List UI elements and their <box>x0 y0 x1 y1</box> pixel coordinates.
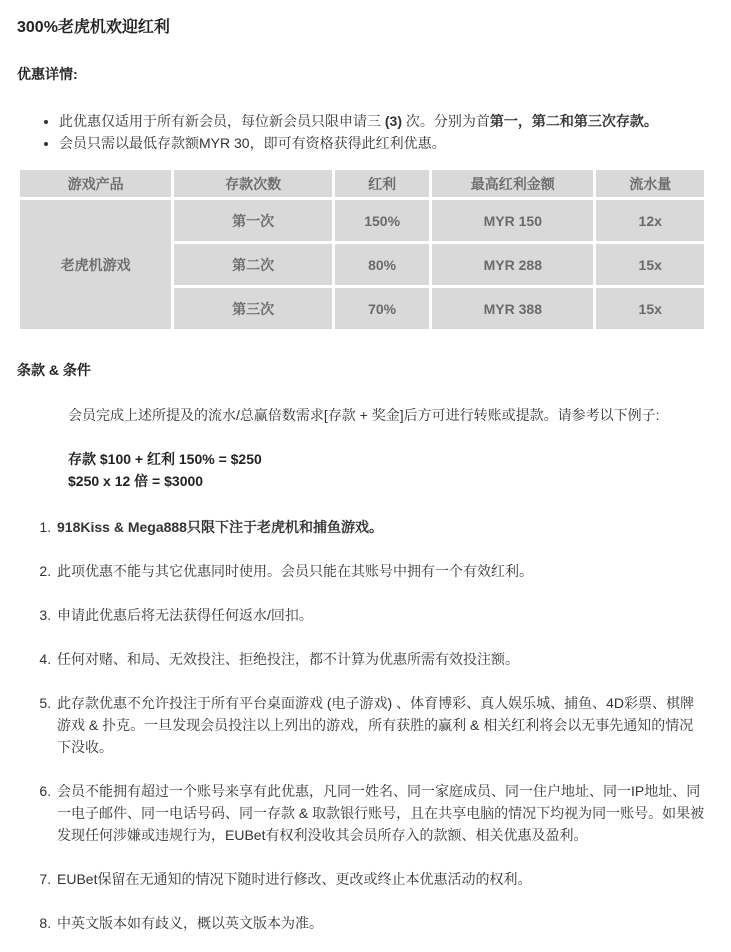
header-turnover: 流水量 <box>596 170 704 197</box>
terms-example <box>68 448 707 492</box>
term-item-6-text: 会员不能拥有超过一个账号来享有此优惠，凡同一姓名、同一家庭成员、同一住户地址、同一IP地址、同一电子邮件、同一电话号码、同一存款 & 取款银行账号，且在共享电脑的情况下均视为同一账号。如果被发现任何涉嫌或违规行为，EUBet有权利没收其会员所存入的款额、相关优惠及盈利。 <box>57 783 705 843</box>
term-item-5-text: 此存款优惠不允许投注于所有平台桌面游戏 (电子游戏) 、体育博彩、真人娱乐城、捕鱼、4D彩票、棋牌游戏 & 扑克。一旦发现会员投注以上列出的游戏，所有获胜的赢利 & 相关红利将会以无事先通知的情况下没收。 <box>57 695 694 755</box>
term-item-1-text: 918Kiss & Mega888只限下注于老虎机和捕鱼游戏。 <box>57 519 383 535</box>
terms-list <box>17 516 707 934</box>
term-item-4-text: 任何对赌、和局、无效投注、拒绝投注，都不计算为优惠所需有效投注额。 <box>57 651 519 667</box>
term-item-8-text: 中英文版本如有歧义，概以英文版本为准。 <box>57 915 323 931</box>
term-item-3 <box>55 604 707 626</box>
cell-turnover-3: 15x <box>596 288 704 329</box>
term-item-7-text: EUBet保留在无通知的情况下随时进行修改、更改或终止本优惠活动的权利。 <box>57 871 532 887</box>
promo-bullet-1 <box>59 110 707 132</box>
cell-deposit-1: 第一次 <box>174 200 332 241</box>
bonus-table <box>17 167 707 332</box>
terms-heading: 条款 & 条件 <box>17 362 91 378</box>
bullet1-text-bold-deposits: 第一，第二和第三次存款。 <box>489 113 658 129</box>
header-deposit-count: 存款次数 <box>174 170 332 197</box>
example-line-2: $250 x 12 倍 = $3000 <box>68 473 204 489</box>
cell-max-bonus-3: MYR 388 <box>432 288 593 329</box>
table-header-row <box>20 170 704 197</box>
term-item-1 <box>55 516 707 538</box>
cell-max-bonus-2: MYR 288 <box>432 244 593 285</box>
promo-bullet-2 <box>59 132 707 154</box>
cell-deposit-2: 第二次 <box>174 244 332 285</box>
cell-turnover-2: 15x <box>596 244 704 285</box>
term-item-8 <box>55 912 707 934</box>
term-item-2-text: 此项优惠不能与其它优惠同时使用。会员只能在其账号中拥有一个有效红利。 <box>57 563 533 579</box>
terms-intro: 会员完成上述所提及的流水/总赢倍数需求[存款 + 奖金]后方可进行转账或提款。请参考以下例子: <box>68 407 660 423</box>
cell-bonus-1: 150% <box>335 200 429 241</box>
promo-bullet-list <box>17 110 707 154</box>
header-max-bonus: 最高红利金额 <box>432 170 593 197</box>
bullet1-text-bold-count: (3) <box>384 113 403 129</box>
header-game-product: 游戏产品 <box>20 170 171 197</box>
cell-deposit-3: 第三次 <box>174 288 332 329</box>
cell-turnover-1: 12x <box>596 200 704 241</box>
bullet2-text: 会员只需以最低存款额MYR 30，即可有资格获得此红利优惠。 <box>59 135 446 151</box>
term-item-3-text: 申请此优惠后将无法获得任何返水/回扣。 <box>57 607 313 623</box>
term-item-5 <box>55 692 707 758</box>
cell-bonus-2: 80% <box>335 244 429 285</box>
page-title: 300%老虎机欢迎红利 <box>17 19 170 36</box>
promo-details-heading: 优惠详情: <box>17 66 78 82</box>
term-item-4 <box>55 648 707 670</box>
bullet1-text-normal-2: 次。分别为首 <box>402 113 490 129</box>
example-line-1: 存款 $100 + 红利 150% = $250 <box>68 451 262 467</box>
bullet1-text-normal: 此优惠仅适用于所有新会员，每位新会员只限申请三 <box>59 113 385 129</box>
cell-max-bonus-1: MYR 150 <box>432 200 593 241</box>
term-item-2 <box>55 560 707 582</box>
table-row <box>20 200 704 241</box>
header-bonus: 红利 <box>335 170 429 197</box>
term-item-6 <box>55 780 707 846</box>
term-item-7 <box>55 868 707 890</box>
cell-product: 老虎机游戏 <box>20 200 171 329</box>
cell-bonus-3: 70% <box>335 288 429 329</box>
